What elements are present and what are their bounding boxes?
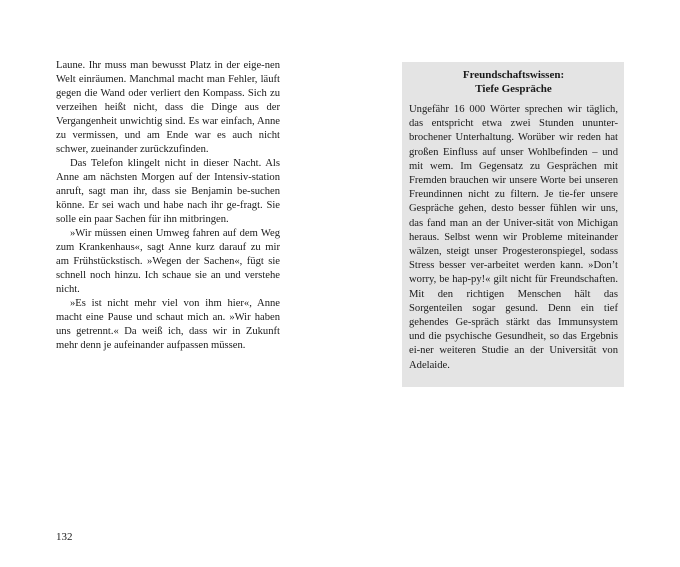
- info-box: [402, 62, 624, 387]
- paragraph-1: Laune. Ihr muss man bewusst Platz in der eige-nen Welt einräumen. Manchmal macht man Fehler, läuft gegen die Wand oder verliert den Kompass. Sich zu verzeihen heißt nicht, dass die Dinge aus der Vergangenheit unwichtig sind. Es war einfach, Anne zu vermissen, und am Ende war es auch nicht schwer, zueinander zurückzufinden.: [56, 60, 280, 155]
- paragraph-2: Das Telefon klingelt nicht in dieser Nacht. Als Anne am nächsten Morgen auf der Intensiv-station anruft, sagt man ihr, dass sie Benjamin be-suchen könne. Er sei wach und habe nach ihr ge-fragt. Sie solle ein paar Sachen für ihn mitbringen.: [56, 158, 280, 225]
- paragraph-4: »Es ist nicht mehr viel von ihm hier«, Anne macht eine Pause und schaut mich an. »Wir haben uns getrennt.« Da weiß ich, dass wir in Zukunft mehr denn je aufeinander aufpassen müssen.: [56, 298, 280, 351]
- info-box-body: Ungefähr 16 000 Wörter sprechen wir täglich, das entspricht etwa zwei Stunden ununter-brochener Unterhaltung. Worüber wir reden hat großen Einfluss auf unser Wohlbefinden – und mit wem. Im Gegensatz zu Gesprächen mit Fremden brauchen wir unsere Worte bei unseren Freundinnen nicht zu filtern. Je tie-fer unsere Gespräche gehen, desto besser fühlen wir uns, das fand man an der Univer-sität von Michigan heraus. Selbst wenn wir Probleme miteinander wälzen, steigt unser Progesteronspiegel, sodass Stress besser ver-arbeitet werden kann. »Don’t worry, be hap-py!« gilt nicht für Freundschaften. Mit den richtigen Menschen hält das Sorgenteilen sogar gesund. Denn ein tief gehendes Ge-spräch stärkt das Immunsystem und die psychische Gesundheit, so das Ergebnis ei-ner weiteren Studie an der Universität von Adelaide.: [409, 104, 618, 371]
- info-box-title: [409, 68, 618, 96]
- info-box-title-line-2: Tiefe Gespräche: [475, 83, 552, 95]
- info-box-title-line-1: Freundschaftswissen:: [462, 69, 565, 81]
- main-text-column: [56, 59, 280, 353]
- page-number: 132: [56, 531, 73, 543]
- paragraph-3: »Wir müssen einen Umweg fahren auf dem Weg zum Krankenhaus«, sagt Anne kurz darauf zu mir am Frühstückstisch. »Wegen der Sachen«, fügt sie schnell noch hinzu. Ich schaue sie an und verstehe nicht.: [56, 228, 280, 295]
